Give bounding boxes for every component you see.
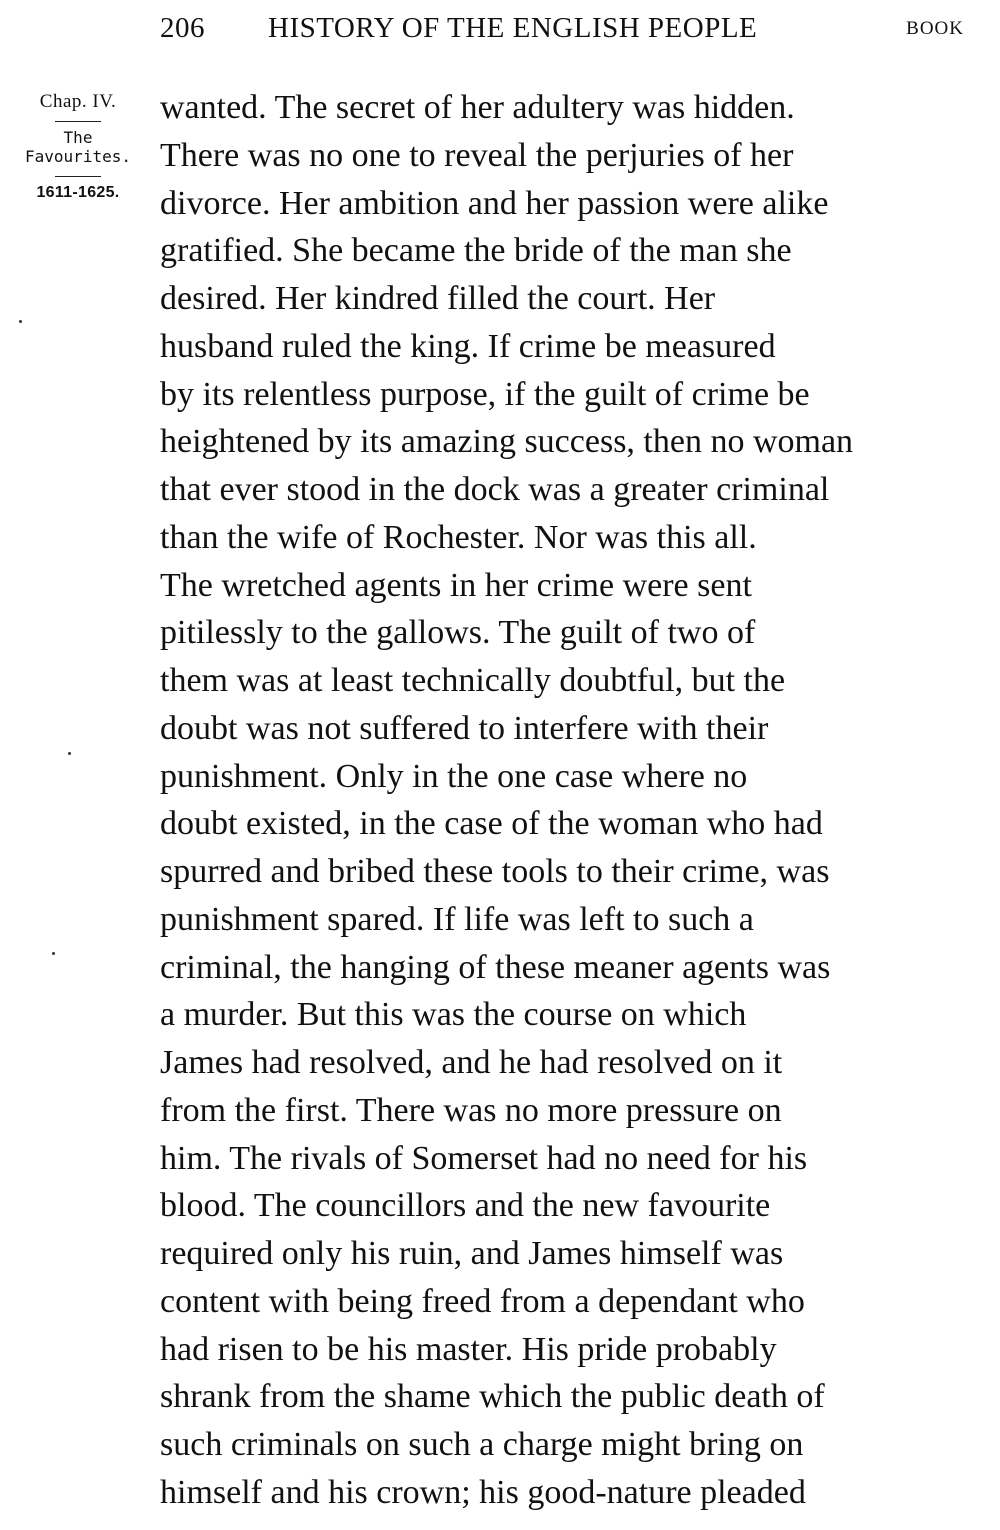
margin-divider [55,121,101,122]
text-line: such criminals on such a charge might bring on [160,1426,804,1463]
text-line: husband ruled the king. If crime be measured [160,327,776,365]
margin-notes [8,92,148,202]
text-line: him. The rivals of Somerset had no need for his [160,1139,808,1177]
text-line: had risen to be his master. His pride probably [160,1330,777,1368]
text-line: wanted. The secret of her adultery was hidden. [160,89,795,126]
topic-line-1: The [63,128,93,147]
text-line: There was no one to reveal the perjuries of her [160,136,794,174]
page-number: 206 [160,12,205,44]
chapter-label: Chap. IV. [39,91,117,112]
text-line: spurred and bribed these tools to their crime, was [160,853,830,890]
text-line: doubt existed, in the case of the woman who had [160,805,823,843]
text-line: desired. Her kindred filled the court. Her [160,280,716,317]
text-line: pitilessly to the gallows. The guilt of two of [160,614,756,652]
running-head [160,12,964,52]
text-line: them was at least technically doubtful, but the [160,662,786,699]
text-line: The wretched agents in her crime were sent [160,566,752,604]
text-line: content with being freed from a dependant who [160,1282,805,1320]
text-line: himself and his crown; his good-nature pleaded [160,1473,806,1511]
margin-divider [55,176,101,177]
text-line: that ever stood in the dock was a greater criminal [160,471,830,508]
text-line: heightened by its amazing success, then no woman [160,423,854,461]
text-line: divorce. Her ambition and her passion were alike [160,184,829,222]
text-line: doubt was not suffered to interfere with their [160,709,769,747]
text-line: punishment spared. If life was left to such a [160,900,754,938]
text-line: gratified. She became the bride of the man she [160,232,792,270]
text-line: James had resolved, and he had resolved on it [160,1044,783,1081]
text-line: a murder. But this was the course on which [160,996,747,1034]
print-speck [68,752,71,755]
text-line: shrank from the shame which the public death of [160,1378,825,1416]
print-speck [19,320,22,323]
print-speck [52,952,55,955]
text-line: than the wife of Rochester. Nor was this all. [160,518,757,556]
book-label: BOOK [906,18,964,39]
body-text [160,84,964,1517]
text-line: by its relentless purpose, if the guilt of crime be [160,375,810,413]
text-line: required only his ruin, and James himself was [160,1235,784,1272]
running-title: HISTORY OF THE ENGLISH PEOPLE [268,12,758,44]
date-range: 1611-1625. [36,184,120,201]
topic-line-2: Favourites. [25,147,131,166]
text-line: blood. The councillors and the new favourite [160,1187,771,1225]
text-line: from the first. There was no more pressure on [160,1091,782,1129]
text-line: criminal, the hanging of these meaner agents was [160,948,831,986]
text-line: punishment. Only in the one case where no [160,757,748,795]
